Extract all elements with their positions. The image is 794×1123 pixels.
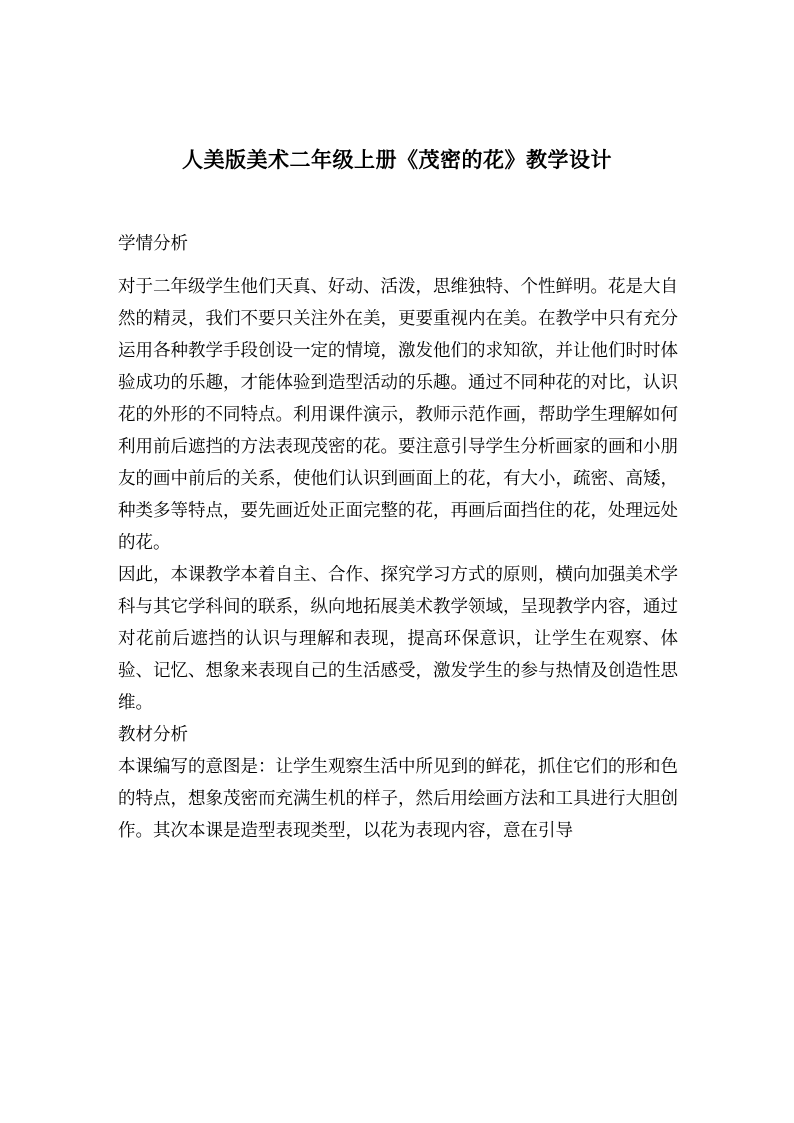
section-heading: 学情分析	[118, 234, 188, 254]
section-heading: 教材分析	[118, 725, 188, 745]
paragraph: 本课编写的意图是：让学生观察生活中所见到的鲜花，抓住它们的形和色的特点，想象茂密而充满生机的样子，然后用绘画方法和工具进行大胆创作。其次本课是造型表现类型，以花为表现内容，意在引导	[118, 757, 678, 841]
paragraph: 对于二年级学生他们天真、好动、活泼，思维独特、个性鲜明。花是大自然的精灵，我们不要只关注外在美，更要重视内在美。在教学中只有充分运用各种教学手段创设一定的情境，激发他们的求知欲，并让他们时时体验成功的乐趣，才能体验到造型活动的乐趣。通过不同种花的对比，认识花的外形的不同特点。利用课件演示，教师示范作画，帮助学生理解如何利用前后遮挡的方法表现茂密的花。要注意引导学生分析画家的画和小朋友的画中前后的关系，使他们认识到画面上的花，有大小，疏密、高矮，种类多等特点，要先画近处正面完整的花，再画后面挡住的花，处理远处的花。	[118, 277, 678, 553]
document-body	[118, 228, 678, 847]
paragraph: 因此，本课教学本着自主、合作、探究学习方式的原则，横向加强美术学科与其它学科间的联系，纵向地拓展美术教学领域，呈现教学内容，通过对花前后遮挡的认识与理解和表现，提高环保意识，让学生在观察、体验、记忆、想象来表现自己的生活感受，激发学生的参与热情及创造性思维。	[118, 565, 678, 713]
section-learning-analysis	[118, 228, 678, 719]
section-material-analysis	[118, 719, 678, 847]
document-title: 人美版美术二年级上册《茂密的花》教学设计	[182, 147, 612, 172]
